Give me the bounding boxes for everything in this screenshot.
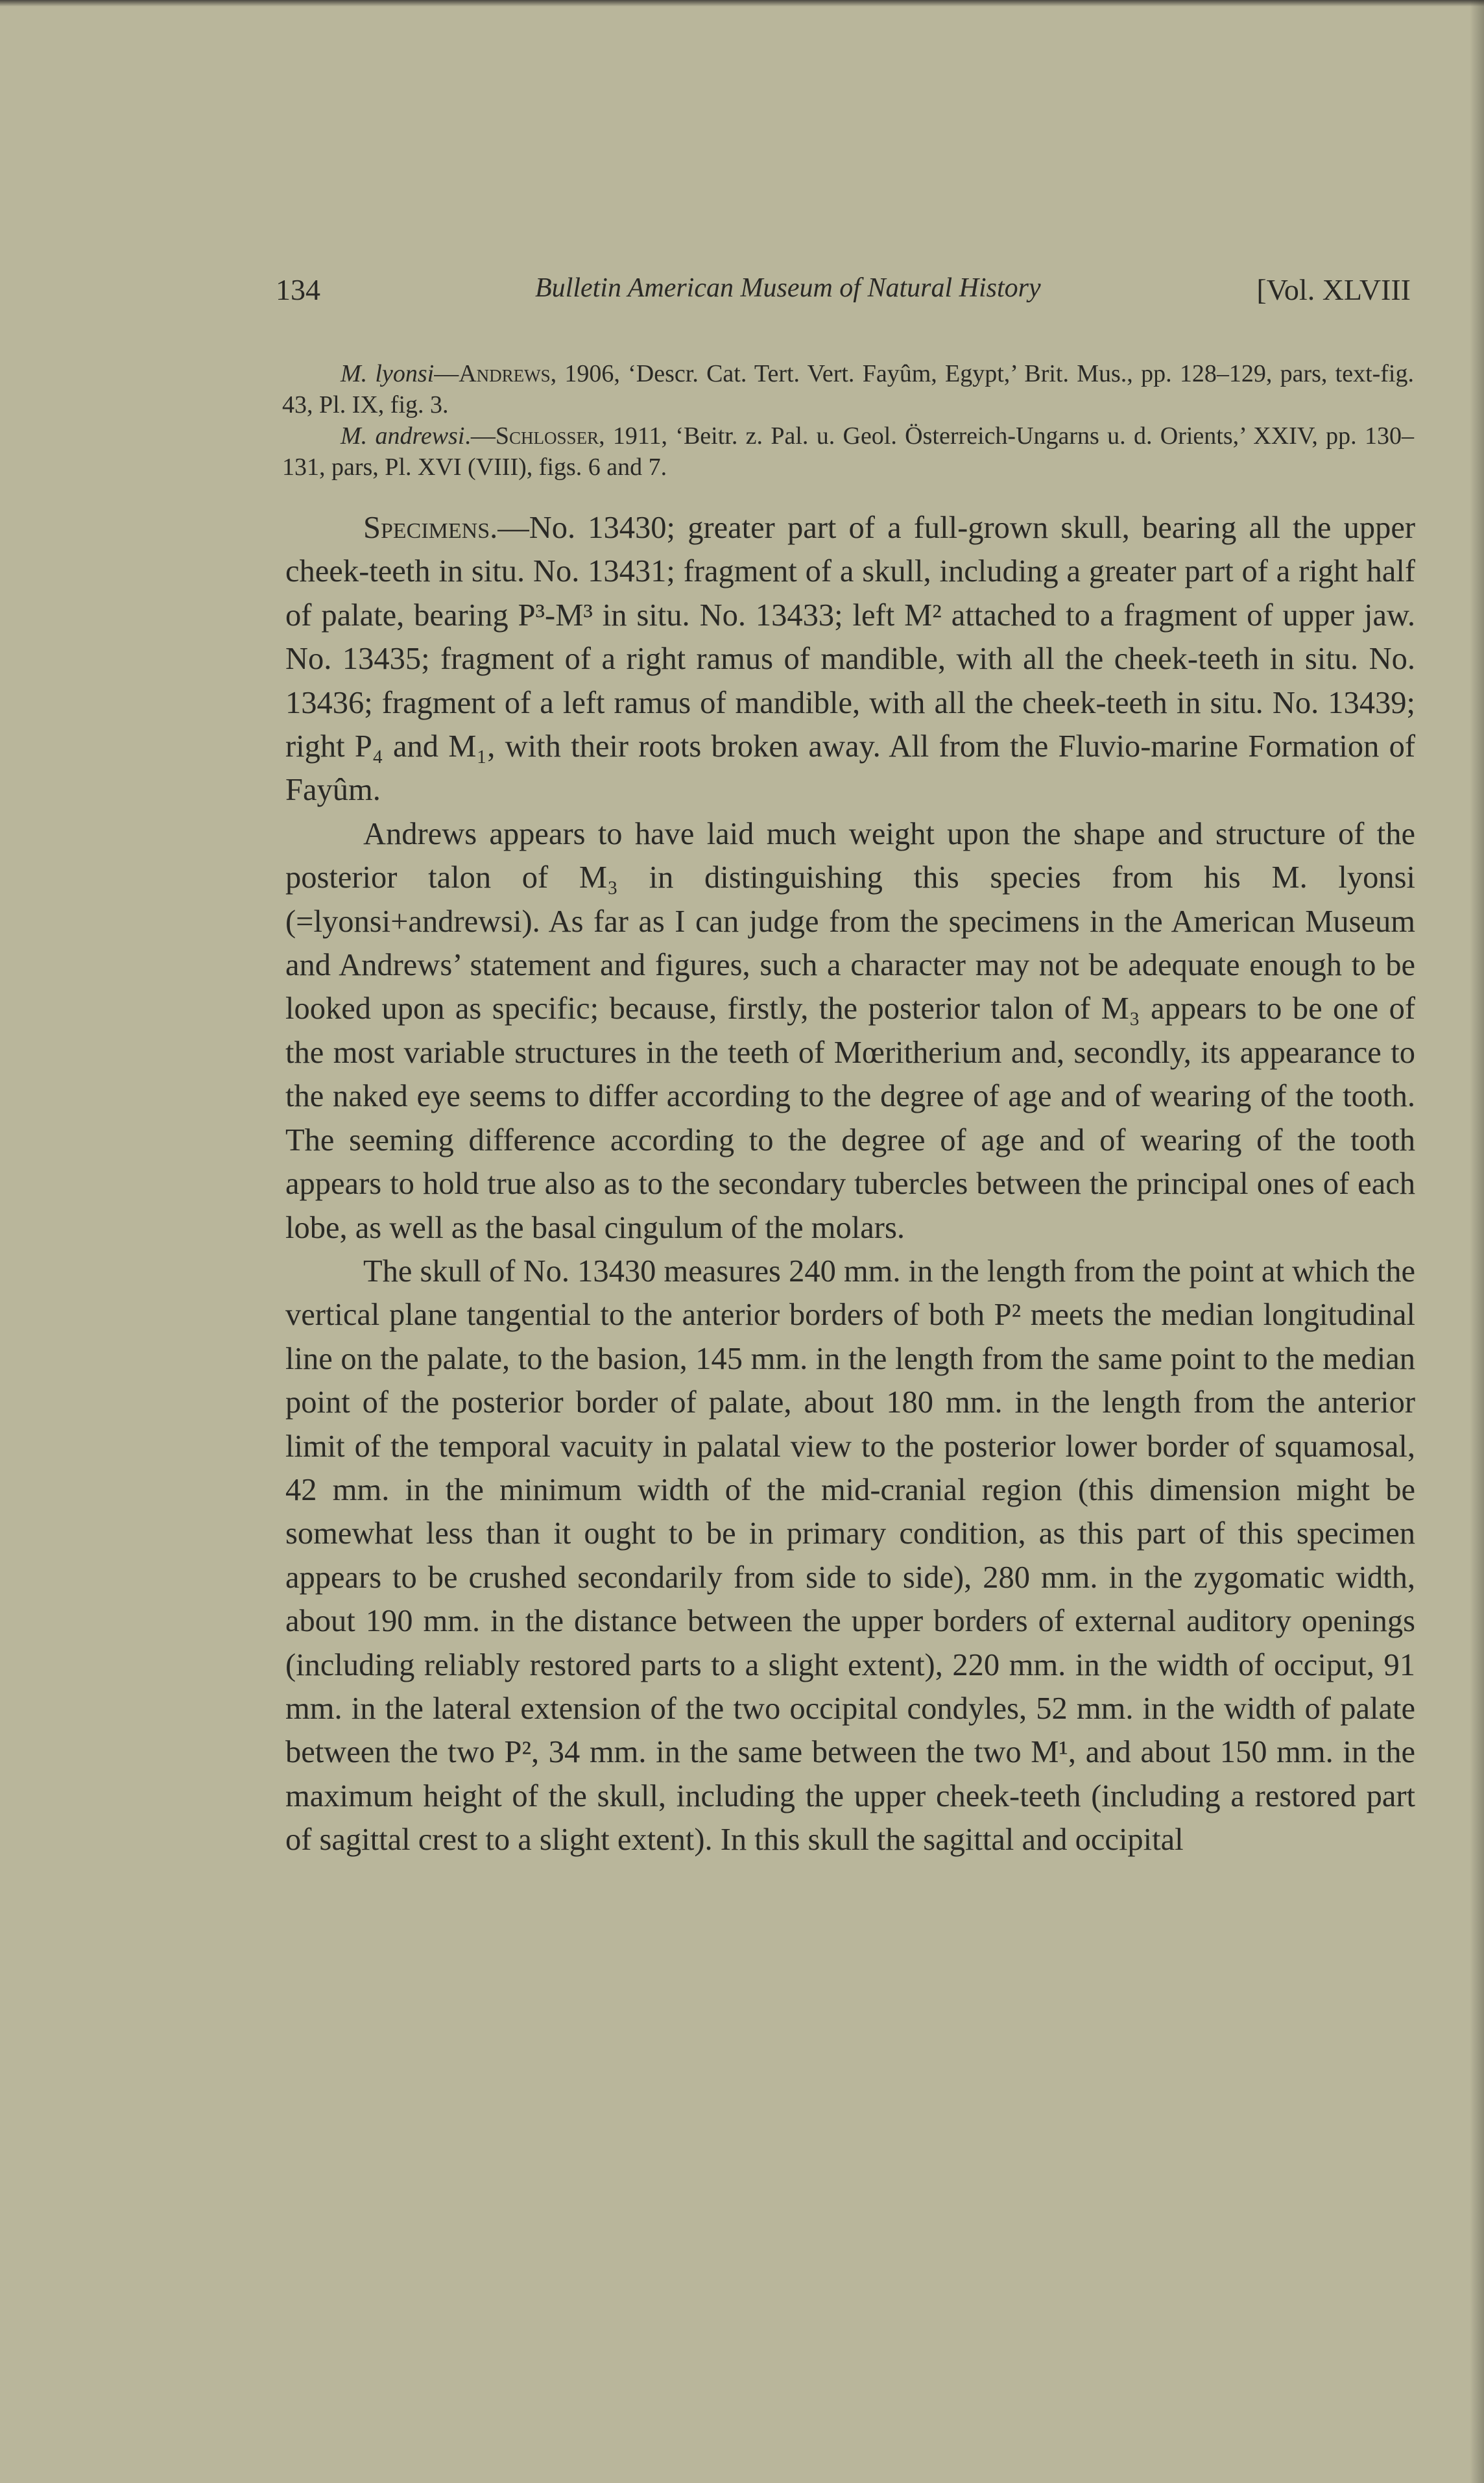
synonymy-taxon: M. lyonsi <box>341 360 435 387</box>
synonymy-citation: , 1906, ‘Descr. Cat. Tert. Vert. Fayûm, Egypt,’ Brit. Mus., pp. 128–129, pars, text-fig. 43, Pl. IX, fig. 3. <box>282 360 1414 418</box>
paragraph-text: —No. 13430; greater part of a full-grown skull, bearing all the upper cheek-teeth in situ. No. 13431; fragment of a skull, including a greater part of a right half of palate, bearing P³-M³ in situ. No. 13433; left M² attached to a fragment of upper jaw. No. 13435; fragment of a right ramus of mandible, with all the cheek-teeth in situ. No. 13436; fragment of a left ramus of mandible, with all the cheek-teeth in situ. No. 13439; right P₄ and M₁, with their roots broken away. All from the Fluvio-marine Formation of Fayûm. <box>285 511 1415 808</box>
volume-label: [Vol. XLVIII <box>1256 273 1411 306</box>
running-header <box>276 273 1411 318</box>
running-title: Bulletin American Museum of Natural History <box>535 273 1041 303</box>
synonymy-citation: , 1911, ‘Beitr. z. Pal. u. Geol. Österreich-Ungarns u. d. Orients,’ XXIV, pp. 130–131, pars, Pl. XVI (VIII), figs. 6 and 7. <box>282 422 1414 481</box>
synonymy-author: Andrews <box>459 360 551 387</box>
synonymy-entry: M. andrewsi.—Schlosser, 1911, ‘Beitr. z. Pal. u. Geol. Österreich-Ungarns u. d. Orients,’ XXIV, pp. 130–131, pars, Pl. XVI (VIII), figs. 6 and 7. <box>282 422 1414 481</box>
measurements-paragraph: The skull of No. 13430 measures 240 mm. in the length from the point at which the vertical plane tangential to the anterior borders of both P² meets the median longitudinal line on the palate, to the basion, 145 mm. in the length from the same point to the median point of the posterior border of palate, about 180 mm. in the length from the anterior limit of the temporal vacuity in palatal view to the posterior lower border of squamosal, 42 mm. in the minimum width of the mid-cranial region (this dimension might be somewhat less than it ought to be in primary condition, as this part of this specimen appears to be crushed secondarily from side to side), 280 mm. in the zygomatic width, about 190 mm. in the distance between the upper borders of external auditory openings (including reliably restored parts to a slight extent), 220 mm. in the width of occiput, 91 mm. in the lateral extension of the two occipital condyles, 52 mm. in the width of palate between the two P², 34 mm. in the same between the two M¹, and about 150 mm. in the maximum height of the skull, including the upper cheek-teeth (including a restored part of sagittal crest to a slight extent). In this skull the sagittal and occipital <box>285 1254 1415 1858</box>
page-right-edge <box>1470 0 1484 2483</box>
page-number: 134 <box>276 273 320 306</box>
synonymy-entry: M. lyonsi—Andrews, 1906, ‘Descr. Cat. Tert. Vert. Fayûm, Egypt,’ Brit. Mus., pp. 128–129, pars, text-fig. 43, Pl. IX, fig. 3. <box>282 360 1414 418</box>
specimens-paragraph <box>285 506 1415 812</box>
synonymy-taxon: M. andrewsi <box>341 422 465 450</box>
section-heading: Specimens. <box>363 511 498 545</box>
discussion-paragraph: Andrews appears to have laid much weight upon the shape and structure of the posterior talon of M₃ in distinguishing this species from his M. lyonsi (=lyonsi+andrewsi). As far as I can judge from the specimens in the American Museum and Andrews’ statement and figures, such a character may not be adequate enough to be looked upon as specific; because, firstly, the posterior talon of M₃ appears to be one of the most variable structures in the teeth of Mœritherium and, secondly, its appearance to the naked eye seems to differ according to the degree of age and of wearing of the tooth. The seeming difference according to the degree of age and of wearing of the tooth appears to hold true also as to the secondary tubercles between the principal ones of each lobe, as well as the basal cingulum of the molars. <box>285 816 1415 1245</box>
body-text <box>285 506 1415 1862</box>
synonymy-author: Schlosser <box>495 422 599 450</box>
page-top-shadow <box>0 0 1484 6</box>
synonymy-list <box>282 358 1414 483</box>
